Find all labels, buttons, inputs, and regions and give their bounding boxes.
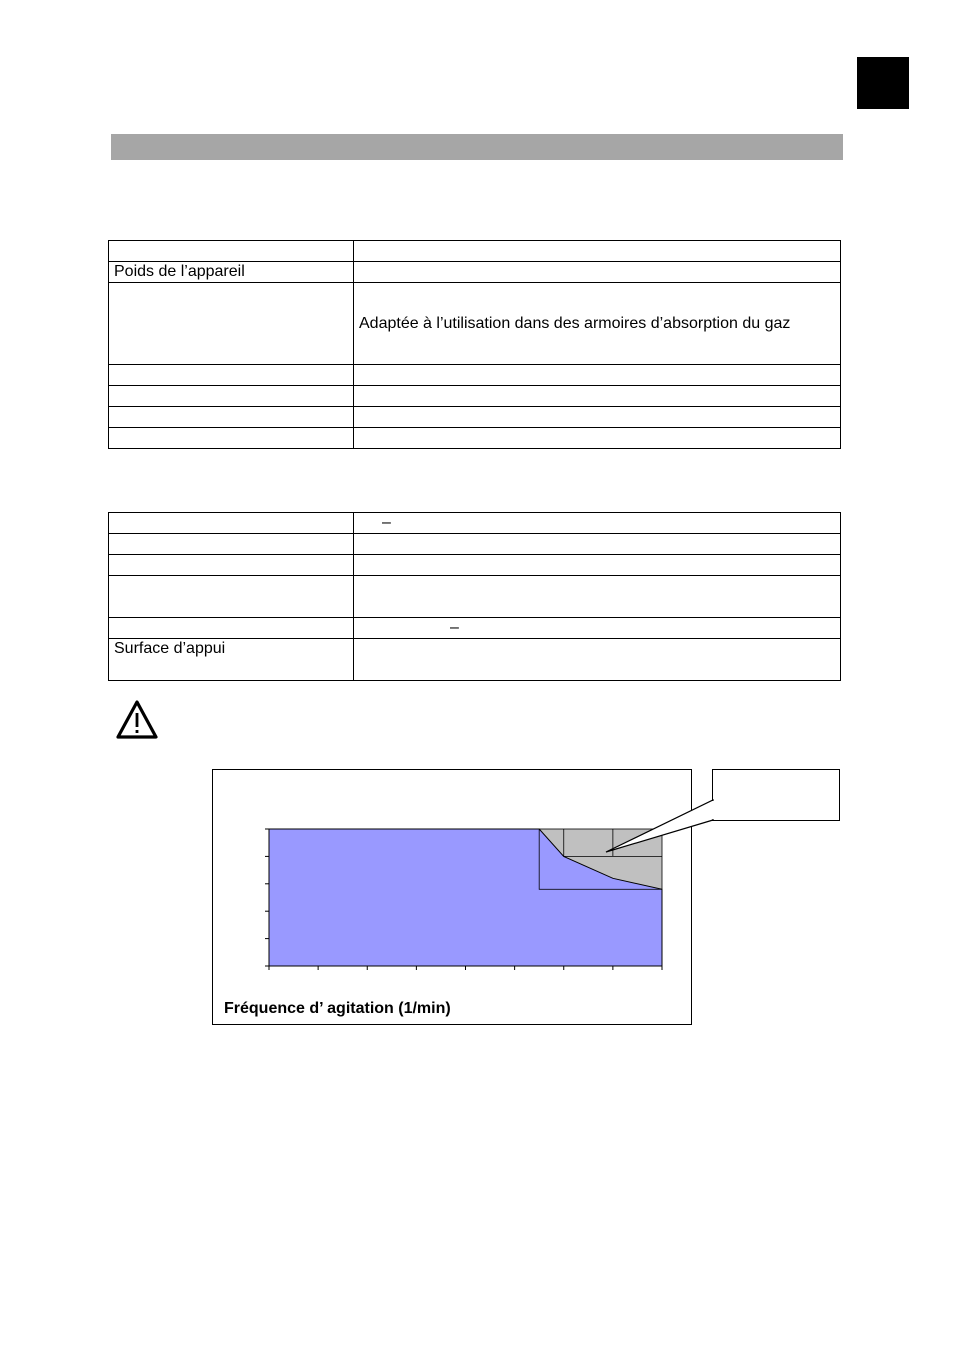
table-cell-label: Surface d’appui [109,639,354,681]
x-axis-label: Fréquence d’ agitation (1/min) [224,1000,451,1017]
table-cell-label: Poids de l’appareil [109,262,354,283]
table-cell-value: Adaptée à l’utilisation dans des armoires d’absorption du gaz [354,283,841,365]
table-cell-value: – [354,513,841,534]
table-cell-value: – [354,618,841,639]
